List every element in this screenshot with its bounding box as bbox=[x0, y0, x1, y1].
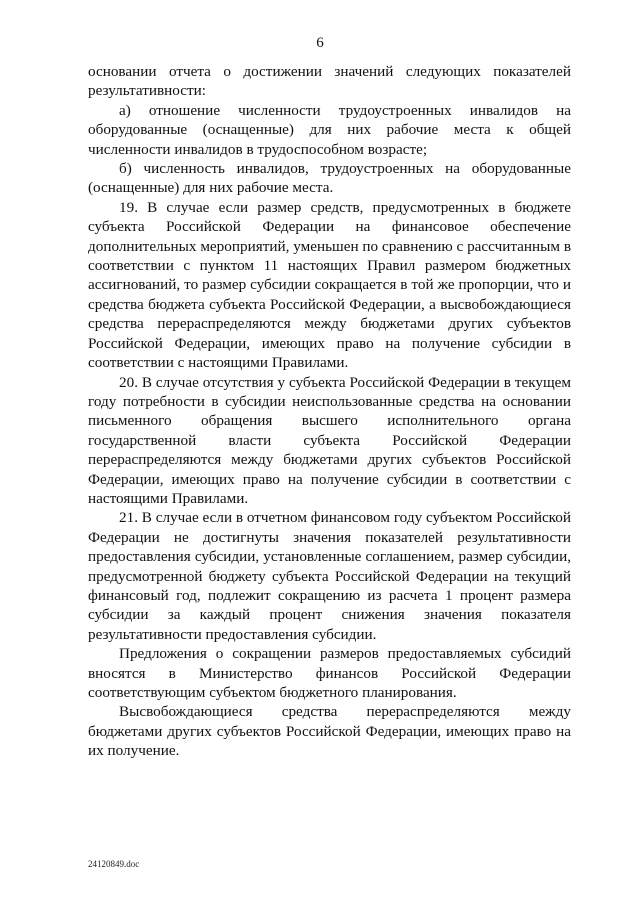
paragraph-intro: основании отчета о достижении значений следующих показателей результативности: bbox=[88, 63, 571, 100]
paragraph-item-b: б) численность инвалидов, трудоустроенных на оборудованные (оснащенные) для них рабочие места. bbox=[88, 160, 571, 197]
paragraph-released-funds: Высвобождающиеся средства перераспределяются между бюджетами других субъектов Российской Федерации, имеющих право на их получение. bbox=[88, 703, 571, 760]
paragraph-clause-20: 20. В случае отсутствия у субъекта Российской Федерации в текущем году потребности в субсидии неиспользованные средства на основании письменного обращения высшего исполнительного органа государственной власти субъекта Российской Федерации перераспределяются между бюджетами других субъектов Российской Федерации, имеющих право на получение субсидии в соответствии с настоящими Правилами. bbox=[88, 373, 571, 507]
paragraph-item-a: а) отношение численности трудоустроенных инвалидов на оборудованные (оснащенные) для них рабочие места к общей численности инвалидов в трудоспособном возрасте; bbox=[88, 101, 571, 158]
footer-file-code: 24120849.doc bbox=[88, 859, 140, 869]
paragraph-proposals: Предложения о сокращении размеров предоставляемых субсидий вносятся в Министерство финансов Российской Федерации соответствующим субъектом бюджетного планирования. bbox=[88, 645, 571, 701]
document-body bbox=[88, 62, 571, 761]
page-number: 6 bbox=[316, 35, 324, 51]
paragraph-clause-19: 19. В случае если размер средств, предусмотренных в бюджете субъекта Российской Федерации на финансовое обеспечение дополнительных мероприятий, уменьшен по сравнению с рассчитанным в соответствии с пунктом 11 настоящих Правил размером бюджетных ассигнований, то размер субсидии сокращается в той же пропорции, что и средства бюджета субъекта Российской Федерации, а высвобождающиеся средства перераспределяются между бюджетами других субъектов Российской Федерации, имеющих право на получение субсидии в соответствии с настоящими Правилами. bbox=[88, 198, 571, 372]
paragraph-clause-21: 21. В случае если в отчетном финансовом году субъектом Российской Федерации не достигнуты значения показателей результативности предоставления субсидии, установленные соглашением, размер субсидии, предусмотренной бюджету субъекта Российской Федерации на текущий финансовый год, подлежит сокращению из расчета 1 процент размера субсидии за каждый процент снижения значения показателя результативности предоставления субсидии. bbox=[88, 509, 572, 643]
